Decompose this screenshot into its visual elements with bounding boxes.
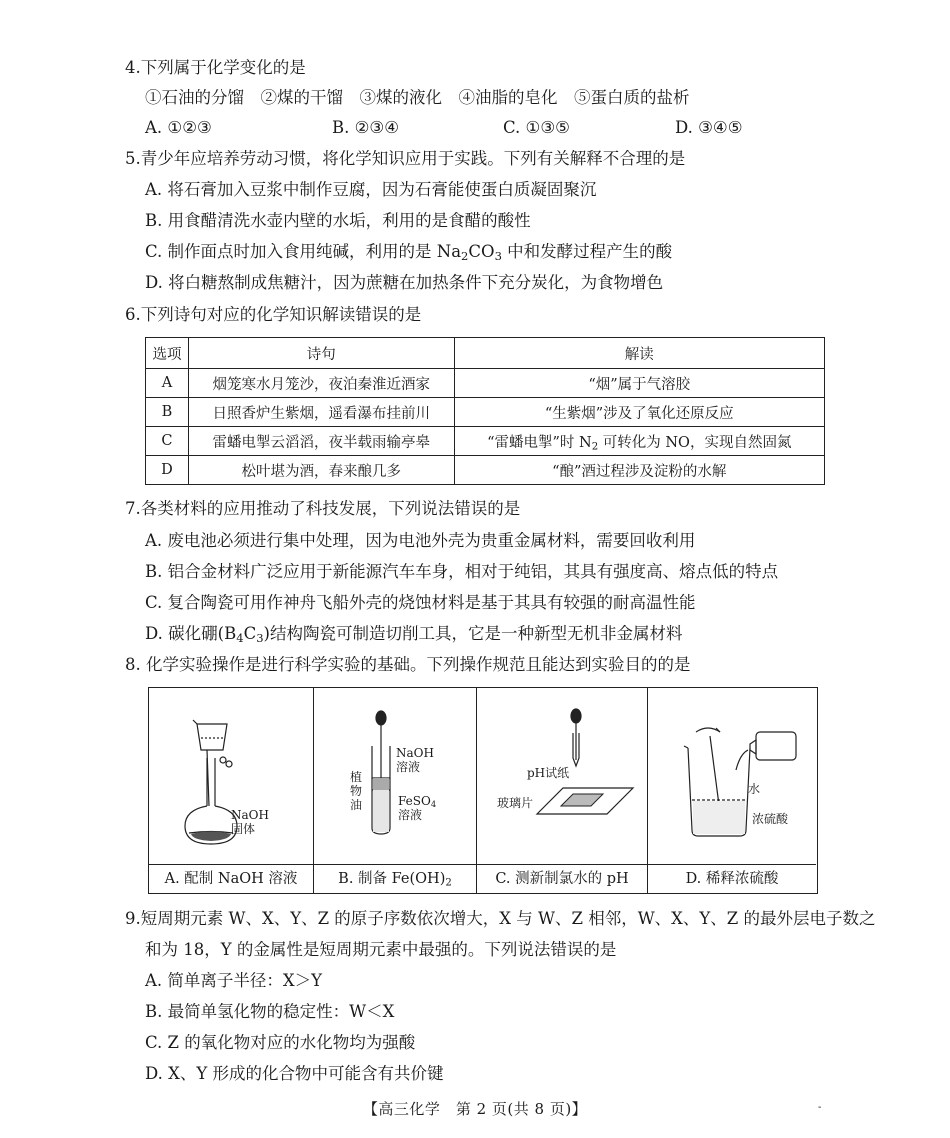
q5-option-b: B. 用食醋清洗水壶内壁的水垢，利用的是食醋的酸性 [145, 211, 531, 230]
q8-b-label-oil-2: 物 [350, 784, 363, 798]
q8-c-label-ph-paper: pH试纸 [527, 766, 570, 780]
q8-b-caption-sub: 2 [445, 877, 452, 889]
q6-row-interpretation: “酿”酒过程涉及淀粉的水解 [454, 456, 824, 485]
q6-row-interpretation: “生紫烟”涉及了氧化还原反应 [454, 398, 824, 427]
q7-option-d [145, 623, 682, 645]
q8-b-label-oil-1: 植 [350, 770, 363, 784]
q6-row-option: D [146, 456, 189, 485]
q9-option-c: C. Z 的氧化物对应的水化物均为强酸 [145, 1033, 416, 1052]
q6-stem: 6.下列诗句对应的化学知识解读错误的是 [125, 305, 422, 324]
q7-option-b: B. 铝合金材料广泛应用于新能源汽车车身，相对于纯铝，其具有强度高、熔点低的特点 [145, 562, 779, 581]
q8-b-label-naoh-solution: 溶液 [396, 760, 421, 774]
q9-option-b: B. 最简单氢化物的稳定性：W＜X [145, 1002, 395, 1021]
q7-stem: 7.各类材料的应用推动了科技发展，下列说法错误的是 [125, 499, 521, 518]
q7-d-pre: D. 碳化硼(B [145, 624, 237, 643]
q8-b-label-naoh: NaOH [396, 746, 434, 760]
q6-row-interpretation: “烟”属于气溶胶 [454, 369, 824, 398]
q6-header-option: 选项 [146, 338, 189, 369]
q6-header-poem: 诗句 [188, 338, 454, 369]
q7-option-a: A. 废电池必须进行集中处理，因为电池外壳为贵重金属材料，需要回收利用 [145, 531, 696, 550]
corner-mark: - [818, 1102, 822, 1113]
q4-items: ①石油的分馏 ②煤的干馏 ③煤的液化 ④油脂的皂化 ⑤蛋白质的盐析 [145, 88, 690, 107]
q8-figure [148, 687, 818, 894]
q6-row-option: C [146, 427, 189, 456]
q5-c-sub1: 2 [461, 248, 469, 263]
q6-row-option: A [146, 369, 189, 398]
q9-option-a: A. 简单离子半径：X＞Y [145, 971, 323, 990]
q6-row-poem: 烟笼寒水月笼沙，夜泊秦淮近酒家 [188, 369, 454, 398]
page-footer: 【高三化学 第 2 页(共 8 页)】 [362, 1100, 588, 1118]
q6-row-poem: 雷蟠电掣云滔滔，夜半载雨输亭皋 [188, 427, 454, 456]
table-row [146, 427, 825, 456]
q6-header-interpretation: 解读 [454, 338, 824, 369]
q8-d-label-acid: 浓硫酸 [752, 812, 789, 826]
table-row [146, 398, 825, 427]
q8-caption-b [314, 864, 476, 893]
q6-c-note-pre: “雷蟠电掣”时 N [487, 434, 592, 451]
q4-choices [145, 117, 785, 139]
q8-a-label-solid: 固体 [231, 822, 256, 836]
test-tube-dropper-illustration [314, 688, 475, 864]
q6-c-note-sub: 2 [591, 441, 599, 453]
q8-b-feso4-pre: FeSO [398, 794, 431, 808]
q8-b-label-oil-3: 油 [350, 798, 363, 812]
q6-c-note-post: 可转化为 NO，实现自然固氮 [598, 434, 792, 451]
q6-header-row [146, 338, 825, 369]
q6-row-poem: 松叶堪为酒，春来酿几多 [188, 456, 454, 485]
table-row [146, 369, 825, 398]
q5-c-pre: C. 制作面点时加入食用纯碱，利用的是 Na [145, 242, 462, 261]
q8-b-caption-pre: B. 制备 Fe(OH) [338, 871, 446, 887]
q8-panel-d [648, 688, 816, 893]
q8-c-label-glass: 玻璃片 [497, 796, 534, 810]
q8-b-label-feso4-solution: 溶液 [398, 808, 423, 822]
q6-row-interpretation [454, 427, 824, 456]
q8-panel-c [477, 688, 648, 893]
q7-option-c: C. 复合陶瓷可用作神舟飞船外壳的烧蚀材料是基于其具有较强的耐高温性能 [145, 593, 696, 612]
q8-d-label-water: 水 [748, 782, 761, 796]
q5-option-c [145, 241, 672, 263]
q8-panel-a [149, 688, 314, 893]
q6-row-option: B [146, 398, 189, 427]
q6-table [145, 337, 825, 485]
q8-caption-c: C. 测新制氯水的 pH [477, 864, 647, 893]
q7-d-mid: C [243, 624, 257, 643]
q8-panel-b [314, 688, 477, 893]
q5-c-post: 中和发酵过程产生的酸 [501, 242, 673, 261]
q4-choice-b: B. ②③④ [332, 118, 399, 137]
q8-b-label-feso4 [398, 794, 436, 808]
q5-option-a: A. 将石膏加入豆浆中制作豆腐，因为石膏能使蛋白质凝固聚沉 [145, 180, 597, 199]
q7-d-sub1: 4 [236, 630, 244, 645]
q5-c-sub2: 3 [494, 248, 502, 263]
q8-a-label-naoh: NaOH [231, 808, 269, 822]
q7-d-sub2: 3 [256, 630, 264, 645]
q4-choice-d: D. ③④⑤ [675, 118, 743, 137]
q8-stem: 8. 化学实验操作是进行科学实验的基础。下列操作规范且能达到实验目的的是 [125, 655, 691, 674]
q9-option-d: D. X、Y 形成的化合物中可能含有共价键 [145, 1064, 444, 1083]
volumetric-flask-illustration [149, 688, 312, 864]
q4-choice-a: A. ①②③ [145, 118, 212, 137]
q8-caption-d: D. 稀释浓硫酸 [648, 864, 816, 893]
q4-choice-c: C. ①③⑤ [503, 118, 570, 137]
q9-stem-line-1: 9.短周期元素 W、X、Y、Z 的原子序数依次增大，X 与 W、Z 相邻，W、X、Y、Z 的最外层电子数之 [125, 909, 876, 928]
dilution-beaker-illustration [648, 688, 814, 864]
q9-stem-line-2: 和为 18，Y 的金属性是短周期元素中最强的。下列说法错误的是 [145, 940, 617, 959]
q5-option-d: D. 将白糖熬制成焦糖汁，因为蔗糖在加热条件下充分炭化，为食物增色 [145, 273, 664, 292]
q7-d-post: )结构陶瓷可制造切削工具，它是一种新型无机非金属材料 [263, 624, 683, 643]
q5-c-mid: CO [468, 242, 495, 261]
q8-b-feso4-sub: 4 [430, 799, 437, 810]
table-row [146, 456, 825, 485]
q8-caption-a: A. 配制 NaOH 溶液 [149, 864, 313, 893]
q6-row-poem: 日照香炉生紫烟，遥看瀑布挂前川 [188, 398, 454, 427]
q5-stem: 5.青少年应培养劳动习惯，将化学知识应用于实践。下列有关解释不合理的是 [125, 149, 686, 168]
q4-stem: 4.下列属于化学变化的是 [125, 58, 306, 77]
